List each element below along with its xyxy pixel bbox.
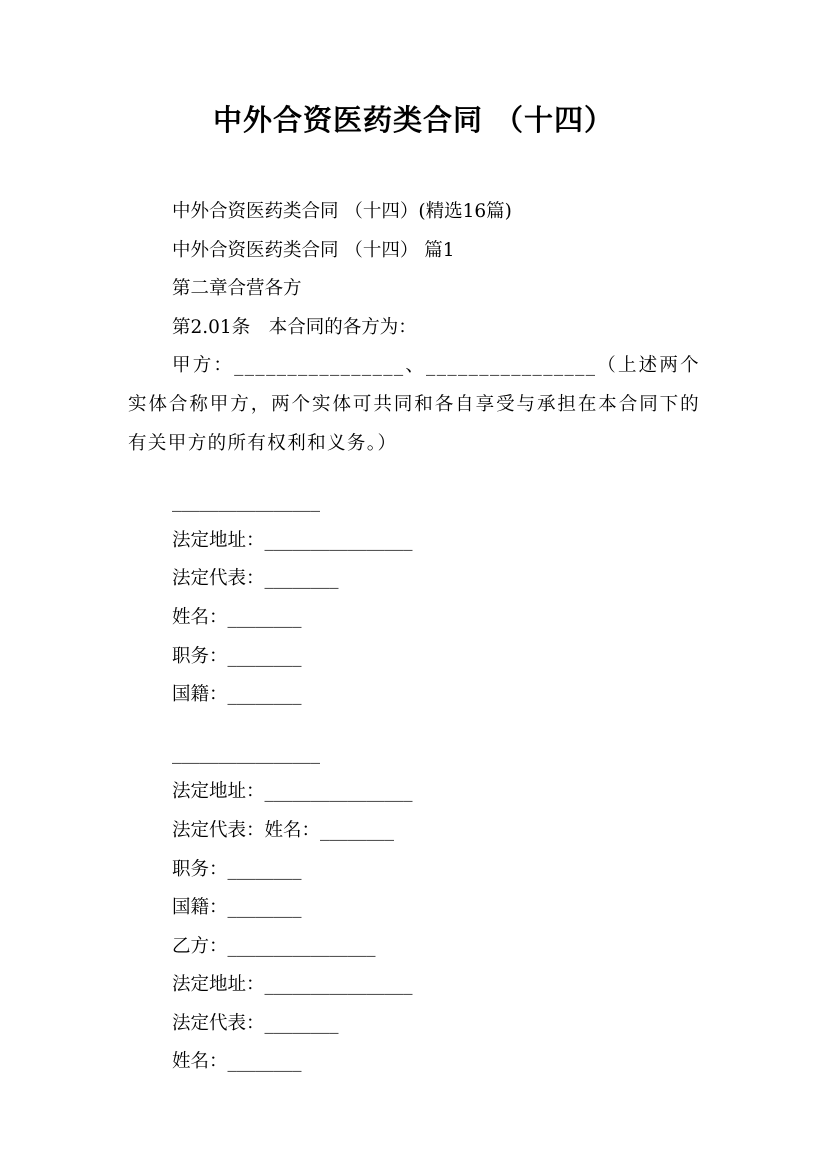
article-heading: 第2.01条 本合同的各方为： — [172, 316, 417, 338]
subtitle-line: 中外合资医药类合同 （十四）(精选16篇) — [172, 201, 512, 222]
legal-representative-line: 法定代表：________ — [172, 568, 339, 590]
name-line: 姓名：________ — [172, 1051, 302, 1073]
position-line: 职务：________ — [172, 858, 302, 880]
section-heading: 中外合资医药类合同 （十四） 篇1 — [172, 239, 455, 261]
party-a-paragraph: 甲方：________________、________________（上述两个实体合称甲方，两个实体可共同和各自享受与承担在本合同下的有关甲方的所有权利和义务。） — [128, 355, 700, 454]
legal-address-line: 法定地址：________________ — [172, 974, 413, 996]
legal-address-line: 法定地址：________________ — [172, 529, 413, 551]
document-title: 中外合资医药类合同 （十四） — [212, 103, 615, 137]
document-body — [128, 193, 700, 1082]
legal-address-line: 法定地址：________________ — [172, 781, 413, 803]
blank-entity-line: ________________ — [172, 742, 320, 764]
spacer — [128, 463, 700, 483]
name-line: 姓名：________ — [172, 606, 302, 628]
spacer — [128, 715, 700, 735]
blank-entity-line: ________________ — [172, 491, 320, 513]
chapter-heading: 第二章合营各方 — [172, 278, 302, 300]
nationality-line: 国籍：________ — [172, 684, 302, 706]
legal-representative-line: 法定代表：________ — [172, 1012, 339, 1034]
party-b-line: 乙方：________________ — [172, 935, 376, 957]
nationality-line: 国籍：________ — [172, 897, 302, 919]
position-line: 职务：________ — [172, 645, 302, 667]
legal-representative-line: 法定代表：姓名：________ — [172, 819, 395, 841]
